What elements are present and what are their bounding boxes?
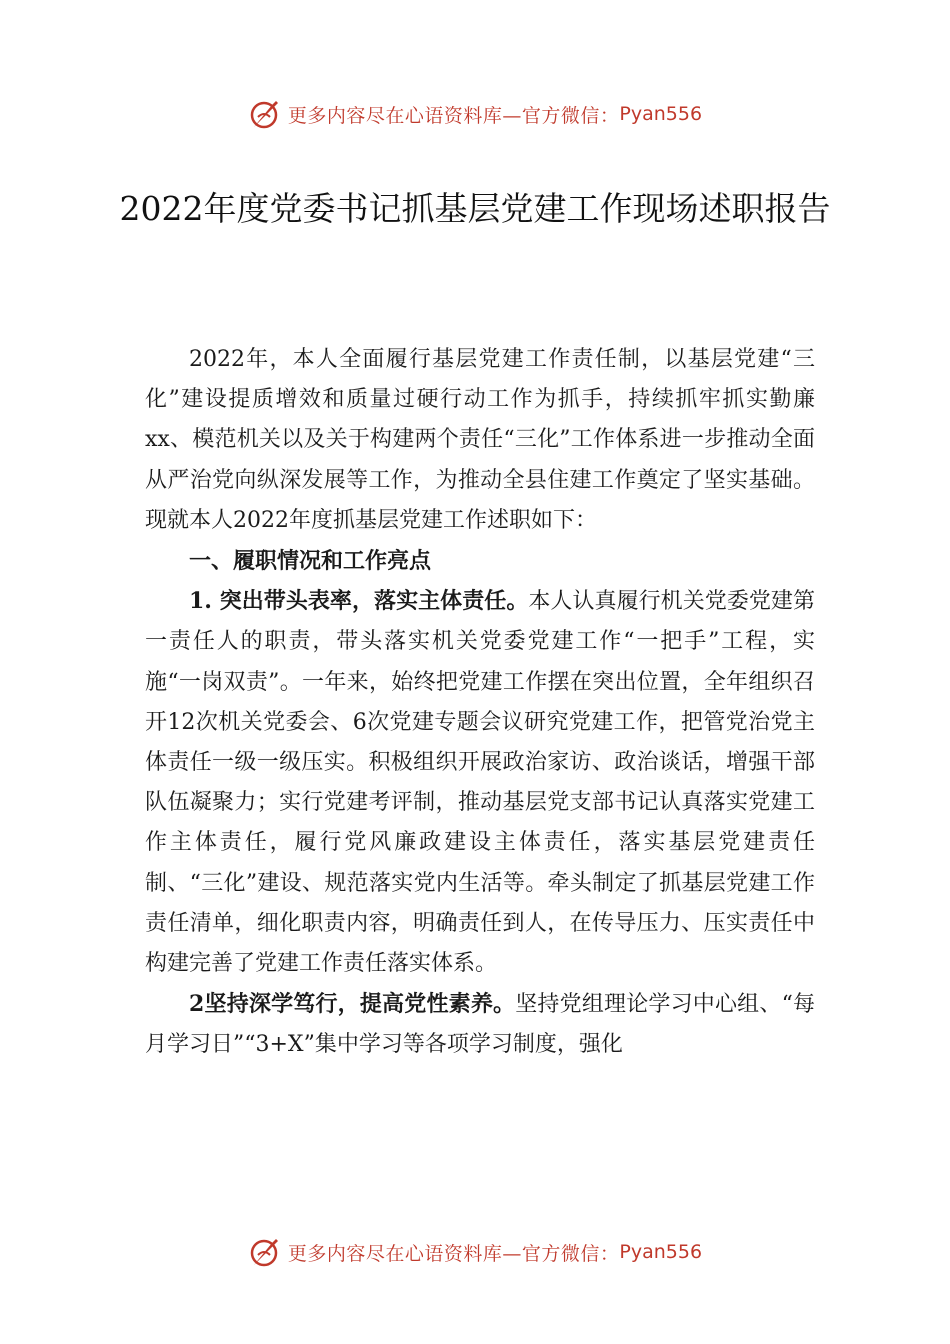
watermark-handle: Pyan556 [619, 1241, 703, 1263]
watermark-text: 更多内容尽在心语资料库—官方微信： [287, 104, 620, 127]
document-body [145, 340, 815, 1066]
section-heading: 一、履职情况和工作亮点 [189, 548, 432, 575]
watermark-banner-top [0, 94, 950, 134]
item-2-body: 坚持党组理论学习中心组、“每月学习日”“3+X”集中学习等各项学习制度，强化 [145, 992, 816, 1058]
item-2-paragraph [145, 984, 815, 1065]
document-title: 2022年度党委书记抓基层党建工作现场述职报告 [119, 189, 831, 228]
item-2-lead: 2坚持深学笃行，提高党性素养。 [189, 991, 516, 1018]
item-1-paragraph [145, 581, 815, 984]
watermark-text: 更多内容尽在心语资料库—官方微信： [287, 1242, 620, 1265]
watermark-banner-bottom [0, 1232, 950, 1272]
item-1-body: 本人认真履行机关党委党建第一责任人的职责，带头落实机关党委党建工作“一把手”工程，实施“一岗双责”。一年来，始终把党建工作摆在突出位置，全年组织召开12次机关党委会、6次党建专题会议研究党建工作，把管党治党主体责任一级一级压实。积极组织开展政治家访、政治谈话，增强干部队伍凝聚力；实行党建考评制，推动基层党支部书记认真落实党建工作主体责任，履行党风廉政建设主体责任，落实基层党建责任制、“三化”建设、规范落实党内生活等。牵头制定了抓基层党建工作责任清单，细化职责内容，明确责任到人，在传导压力、压实责任中构建完善了党建工作责任落实体系。 [145, 589, 815, 977]
watermark-handle: Pyan556 [619, 103, 703, 125]
item-1-lead: 1. 突出带头表率，落实主体责任。 [189, 588, 529, 615]
intro-paragraph: 2022年，本人全面履行基层党建工作责任制，以基层党建“三化”建设提质增效和质量过硬行动工作为抓手，持续抓牢抓实勤廉xx、模范机关以及关于构建两个责任“三化”工作体系进一步推动全面从严治党向纵深发展等工作，为推动全县住建工作奠定了坚实基础。现就本人2022年度抓基层党建工作述职如下： [145, 347, 815, 533]
pen-logo-icon [248, 97, 282, 131]
pen-logo-icon [248, 1235, 282, 1269]
